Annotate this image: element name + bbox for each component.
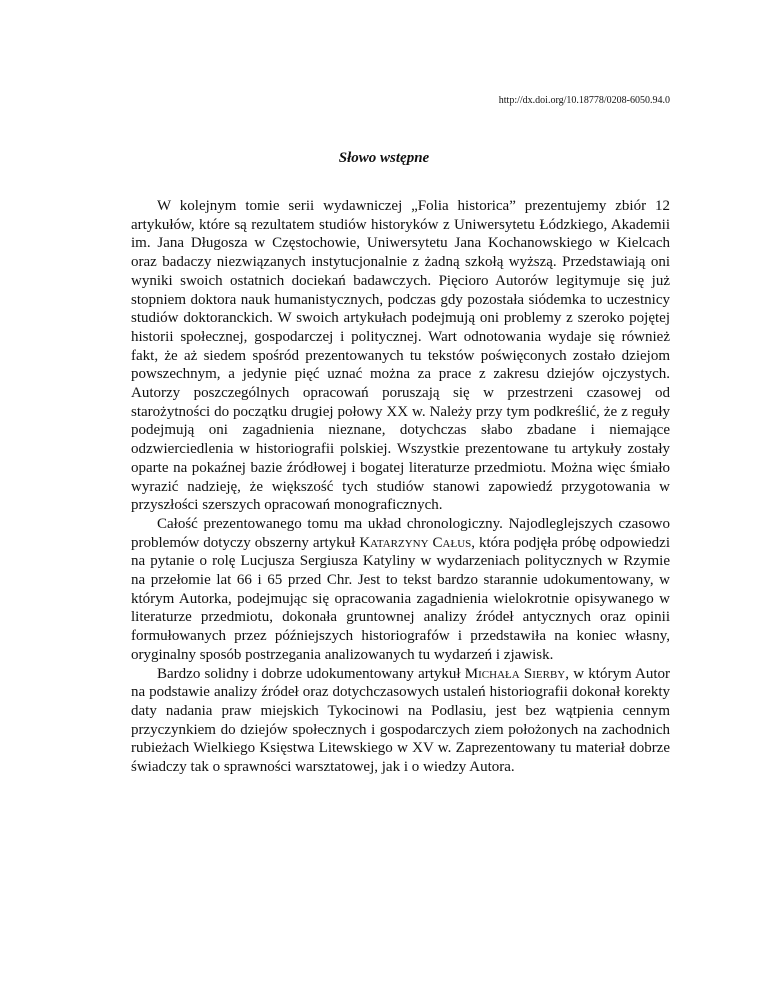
doi-link[interactable]: http://dx.doi.org/10.18778/0208-6050.94.0 <box>498 95 670 106</box>
paragraph-3-text-before: Bardzo solidny i dobrze udokumentowany artykuł <box>157 665 465 682</box>
body-text <box>131 184 670 777</box>
author-name-calus: Katarzyny Całus <box>359 534 472 551</box>
paragraph-3 <box>131 665 670 777</box>
author-name-sierba: Michała Sierby <box>464 665 566 682</box>
paragraph-2-text-after: , która podjęła próbę odpowiedzi na pytanie o rolę Lucjusza Sergiusza Katyliny w wydarzeniach politycznych w Rzymie na przełomie lat 66 i 65 przed Chr. Jest to tekst bardzo starannie udokumentowany, w którym Autorka, podejmując się opracowania zagadnienia wielokrotnie opisywanego w literaturze przedmiotu, dokonała gruntownej analizy źródeł antycznych oraz opinii formułowanych przez późniejszych historiografów i przedstawiła na koniec własny, oryginalny sposób postrzegania analizowanych tu wydarzeń i zjawisk. <box>131 534 670 663</box>
paragraph-1: W kolejnym tomie serii wydawniczej „Folia historica” prezentujemy zbiór 12 artykułów, które są rezultatem studiów historyków z Uniwersytetu Łódzkiego, Akademii im. Jana Długosza w Częstochowie, Uniwersytetu Jana Kochanowskiego w Kielcach oraz badaczy niezwiązanych instytucjonalnie z żadną szkołą wyższą. Przedstawiają oni wyniki swoich ostatnich dociekań badawczych. Pięcioro Autorów legitymuje się już stopniem doktora nauk humanistycznych, podczas gdy pozostała siódemka to uczestnicy studiów doktoranckich. W swoich artykułach podejmują oni problemy z szeroko pojętej historii społecznej, gospodarczej i politycznej. Wart odnotowania wydaje się również fakt, że aż siedem spośród prezentowanych tu tekstów poświęconych zostało dziejom powszechnym, a jedynie pięć uznać można za prace z zakresu dziejów ojczystych. Autorzy poszczególnych opracowań poruszają się w przestrzeni czasowej od starożytności do początku drugiej połowy XX w. Należy przy tym podkreślić, że z reguły podejmują oni zagadnienia nieznane, dotychczas słabo zbadane i niemające odzwierciedlenia w historiografii polskiej. Wszystkie prezentowane tu artykuły zostały oparte na pokaźnej bazie źródłowej i bogatej literaturze przedmiotu. Można więc śmiało wyrazić nadzieję, że większość tych studiów stanowi zapowiedź przygotowania w przyszłości szerszych opracowań monograficznych. <box>131 198 670 514</box>
paragraph-3-text-after: , w którym Autor na podstawie analizy źródeł oraz dotychczasowych ustaleń historiografii dokonał korekty daty nadania praw miejskich Tykocinowi na Podlasiu, jest bez wątpienia cennym przyczynkiem do dziejów społecznych i gospodarczych ziem położonych na zachodnich rubieżach Wielkiego Księstwa Litewskiego w XV w. Zaprezentowany tu materiał dobrze świadczy tak o sprawności warsztatowej, jak i o wiedzy Autora. <box>131 665 671 776</box>
paragraph-2 <box>131 515 670 665</box>
paragraph-2-text-before: Całość prezentowanego tomu ma układ chronologiczny. Najodleglejszych czasowo problemów dotyczy obszerny artykuł <box>131 515 670 551</box>
page-title: Słowo wstępne <box>338 150 430 166</box>
